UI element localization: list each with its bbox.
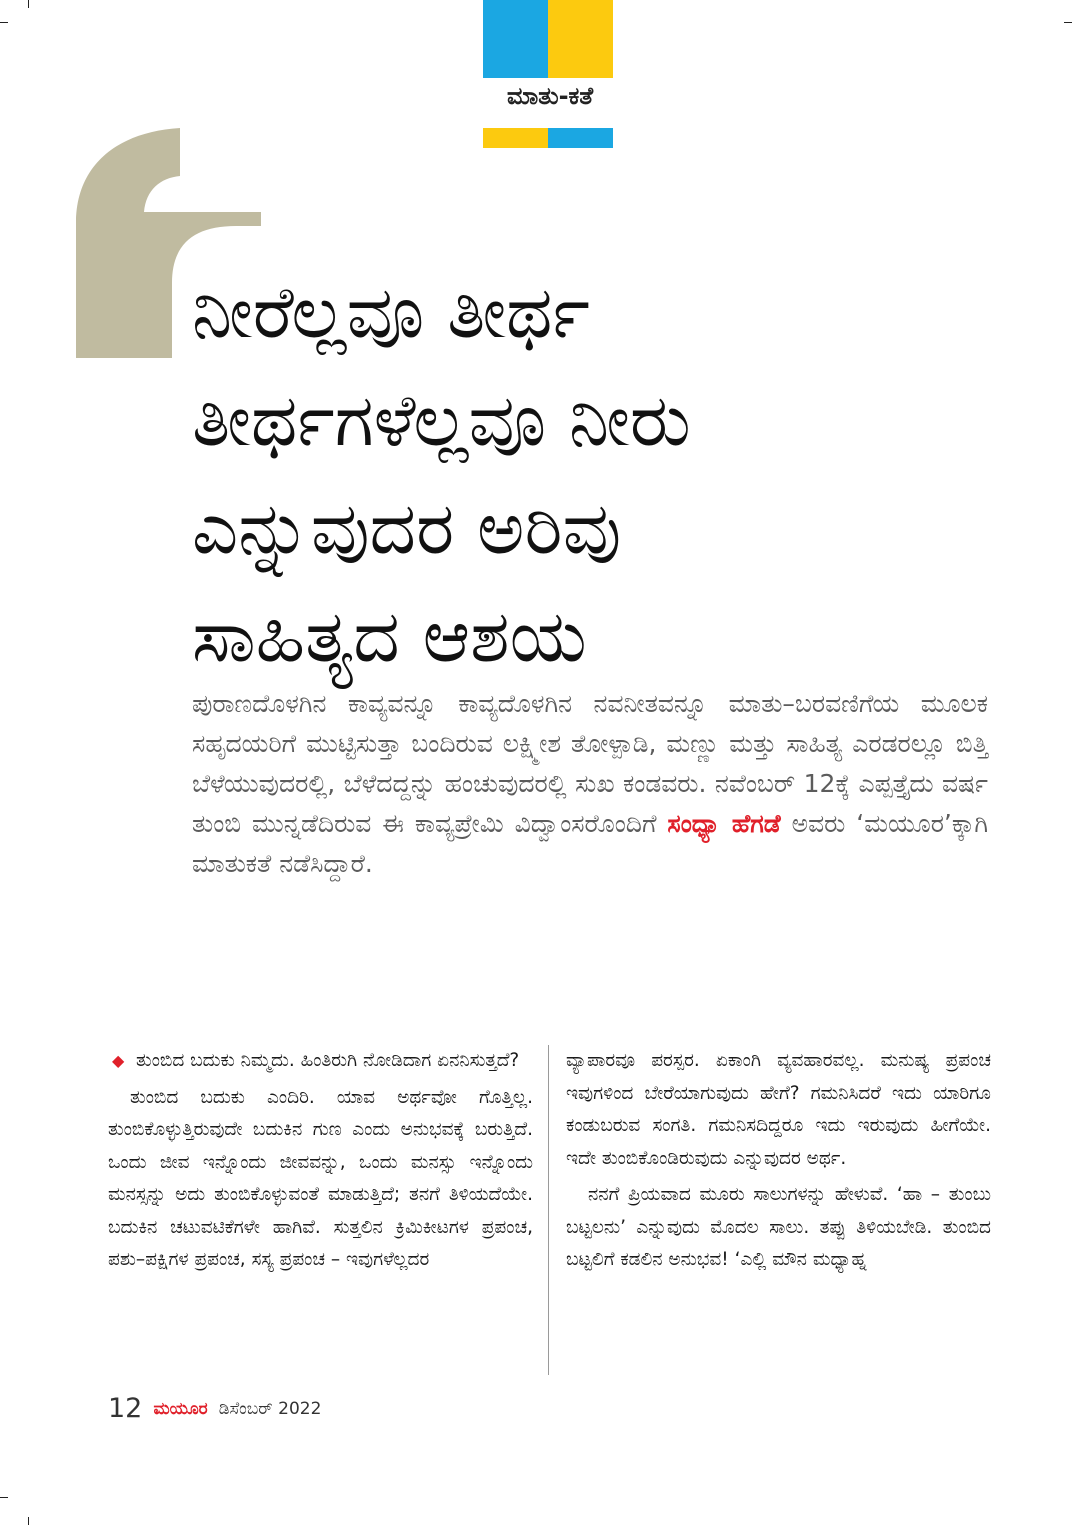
intro-paragraph — [192, 684, 988, 884]
headline-line-4: ಸಾಹಿತ್ಯದ ಆಶಯ — [192, 594, 587, 678]
section-color-block-yellow — [548, 0, 613, 78]
body-column-left — [108, 1045, 533, 1277]
intro-text-end: ಅವರು ‘ಮಯೂರ’ಕ್ಕಾಗಿ ಮಾತುಕತೆ ನಡೆಸಿದ್ದಾರೆ. — [192, 809, 988, 878]
interviewer-name: ಸಂಧ್ಯಾ ಹೆಗಡೆ — [667, 809, 781, 838]
question-bullet-icon: ◆ — [112, 1051, 125, 1070]
interview-question — [108, 1045, 533, 1078]
headline-line-2: ತೀರ್ಥಗಳೆಲ್ಲವೂ ನೀರು — [192, 378, 691, 462]
magazine-logo: ಮಯೂರ — [153, 1398, 208, 1419]
crop-mark-top-right — [1064, 22, 1072, 23]
question-text: ತುಂಬಿದ ಬದುಕು ನಿಮ್ಮದು. ಹಿಂತಿರುಗಿ ನೋಡಿದಾಗ ಏನನಿಸುತ್ತದೆ? — [136, 1050, 520, 1071]
crop-mark-top-left — [0, 22, 8, 23]
section-color-strip-yellow — [483, 128, 548, 148]
page-footer — [108, 1393, 321, 1427]
intro-text-start: ಪುರಾಣದೊಳಗಿನ ಕಾವ್ಯವನ್ನೂ ಕಾವ್ಯದೊಳಗಿನ ನವನೀತವನ್ನೂ ಮಾತು–ಬರವಣಿಗೆಯ ಮೂಲಕ ಸಹೃದಯರಿಗೆ ಮುಟ್ಟಿಸುತ್ತಾ ಬಂದಿರುವ ಲಕ್ಷ್ಮೀಶ ತೋಳ್ಪಾಡಿ, ಮಣ್ಣು ಮತ್ತು ಸಾಹಿತ್ಯ ಎರಡರಲ್ಲೂ ಬಿತ್ತಿ ಬೆಳೆಯುವುದರಲ್ಲಿ, ಬೆಳೆದದ್ದನ್ನು ಹಂಚುವುದರಲ್ಲಿ ಸುಖ ಕಂಡವರು. ನವೆಂಬರ್ 12ಕ್ಕೆ ಎಪ್ಪತ್ತೈದು ವರ್ಷ ತುಂಬಿ ಮುನ್ನಡೆದಿರುವ ಈ ಕಾವ್ಯಪ್ರೇಮಿ ವಿದ್ವಾಂಸರೊಂದಿಗೆ — [192, 689, 988, 838]
issue-date: ಡಿಸೆಂಬರ್ 2022 — [218, 1398, 322, 1419]
crop-mark-bottom-center — [28, 1517, 29, 1525]
crop-mark-bottom-left — [0, 1497, 8, 1498]
answer-paragraph-2: ನನಗೆ ಪ್ರಿಯವಾದ ಮೂರು ಸಾಲುಗಳನ್ನು ಹೇಳುವೆ. ‘ಹಾ – ತುಂಬು ಬಟ್ಟಲನು’ ಎನ್ನುವುದು ಮೊದಲ ಸಾಲು. ತಪ್ಪು ತಿಳಿಯಬೇಡಿ. ತುಂಬಿದ ಬಟ್ಟಲಿಗೆ ಕಡಲಿನ ಅನುಭವ! ‘ಎಲ್ಲಿ ಮೌನ ಮಧ್ಯಾಹ್ನ — [566, 1184, 991, 1270]
answer-paragraph: ತುಂಬಿದ ಬದುಕು ಎಂದಿರಿ. ಯಾವ ಅರ್ಥವೋ ಗೊತ್ತಿಲ್ಲ. ತುಂಬಿಕೊಳ್ಳುತ್ತಿರುವುದೇ ಬದುಕಿನ ಗುಣ ಎಂದು ಅನುಭವಕ್ಕೆ ಬರುತ್ತಿದೆ. ಒಂದು ಜೀವ ಇನ್ನೊಂದು ಜೀವವನ್ನು, ಒಂದು ಮನಸ್ಸು ಇನ್ನೊಂದು ಮನಸ್ಸನ್ನು ಅದು ತುಂಬಿಕೊಳ್ಳುವಂತೆ ಮಾಡುತ್ತಿದೆ; ತನಗೆ ತಿಳಿಯದೆಯೇ. ಬದುಕಿನ ಚಟುವಟಿಕೆಗಳೇ ಹಾಗಿವೆ. ಸುತ್ತಲಿನ ಕ್ರಿಮಿಕೀಟಗಳ ಪ್ರಪಂಚ, ಪಶು–ಪಕ್ಷಿಗಳ ಪ್ರಪಂಚ, ಸಸ್ಯ ಪ್ರಪಂಚ – ಇವುಗಳೆಲ್ಲದರ — [108, 1086, 533, 1270]
section-color-strip-blue — [548, 128, 613, 148]
answer-paragraph-continued: ವ್ಯಾಪಾರವೂ ಪರಸ್ಪರ. ಏಕಾಂಗಿ ವ್ಯವಹಾರವಲ್ಲ. ಮನುಷ್ಯ ಪ್ರಪಂಚ ಇವುಗಳಿಂದ ಬೇರೆಯಾಗುವುದು ಹೇಗೆ? ಗಮನಿಸಿದರೆ ಇದು ಯಾರಿಗೂ ಕಂಡುಬರುವ ಸಂಗತಿ. ಗಮನಿಸದಿದ್ದರೂ ಇದು ಇರುವುದು ಹೀಗೆಯೇ. ಇದೇ ತುಂಬಿಕೊಂಡಿರುವುದು ಎನ್ನುವುದರ ಅರ್ಥ. — [566, 1050, 991, 1169]
section-color-block-blue — [483, 0, 548, 78]
page-number: 12 — [108, 1393, 143, 1424]
headline-line-3: ಎನ್ನುವುದರ ಅರಿವು — [192, 486, 622, 570]
section-label: ಮಾತು-ಕತೆ — [506, 82, 594, 110]
body-column-right — [566, 1045, 991, 1277]
crop-mark-top-center — [28, 0, 29, 8]
column-divider — [548, 1045, 549, 1375]
headline-line-1: ನೀರೆಲ್ಲವೂ ತೀರ್ಥ — [192, 270, 590, 354]
headline — [192, 258, 992, 690]
